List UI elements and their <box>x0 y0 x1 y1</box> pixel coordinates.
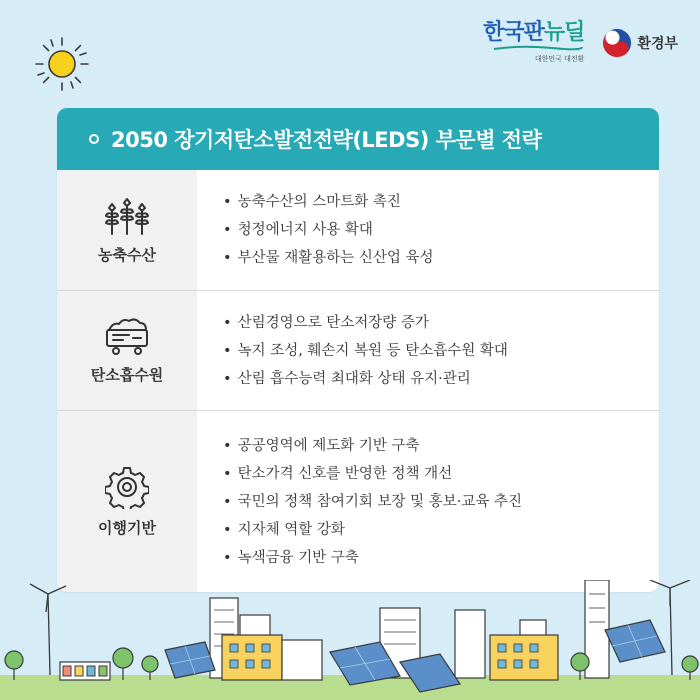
list-item: • 산림 흡수능력 최대화 상태 유지·관리 <box>223 365 659 393</box>
taeguk-icon <box>602 28 632 58</box>
knd-sub: 대한민국 대전환 <box>534 55 585 63</box>
row-items <box>197 170 659 290</box>
strategy-card <box>57 108 659 592</box>
row-title: 농축수산 <box>98 245 156 264</box>
ministry-label: 환경부 <box>637 36 678 52</box>
list-item: • 농축수산의 스마트화 촉진 <box>223 188 659 216</box>
card-header <box>57 108 659 170</box>
bullet-circle-icon <box>89 134 99 144</box>
list-item: • 녹지 조성, 훼손지 복원 등 탄소흡수원 확대 <box>223 337 659 365</box>
list-item: • 지자체 역할 강화 <box>223 516 659 544</box>
row-label <box>57 291 197 410</box>
list-item: • 탄소가격 신호를 반영한 정책 개선 <box>223 460 659 488</box>
list-item: • 산림경영으로 탄소저장량 증가 <box>223 309 659 337</box>
list-item: • 녹색금융 기반 구축 <box>223 544 659 572</box>
korean-new-deal-logo <box>483 22 584 64</box>
row-label <box>57 170 197 290</box>
knd-main-b: 뉴딜 <box>543 20 585 45</box>
knd-main-a: 한국판 <box>483 20 544 45</box>
wheat-icon <box>103 196 151 236</box>
row-label <box>57 411 197 592</box>
cart-icon <box>103 316 151 356</box>
strategy-row <box>57 411 659 592</box>
knd-wave-icon <box>492 45 584 51</box>
sun-icon <box>34 36 90 92</box>
list-item: • 부산물 재활용하는 신산업 육성 <box>223 244 659 272</box>
list-item: • 공공영역에 제도화 기반 구축 <box>223 432 659 460</box>
strategy-row <box>57 170 659 291</box>
logo-area <box>483 22 678 64</box>
gear-icon <box>105 465 149 509</box>
row-title: 탄소흡수원 <box>90 366 164 384</box>
list-item: • 청정에너지 사용 확대 <box>223 216 659 244</box>
row-title: 이행기반 <box>98 519 156 537</box>
card-title: 2050 장기저탄소발전전략(LEDS) 부문별 전략 <box>111 128 542 152</box>
ministry-logo <box>602 28 678 58</box>
row-items <box>197 411 659 592</box>
green-city-illustration <box>0 580 700 700</box>
row-items <box>197 291 659 410</box>
strategy-row <box>57 291 659 411</box>
list-item: • 국민의 정책 참여기회 보장 및 홍보·교육 추진 <box>223 488 659 516</box>
